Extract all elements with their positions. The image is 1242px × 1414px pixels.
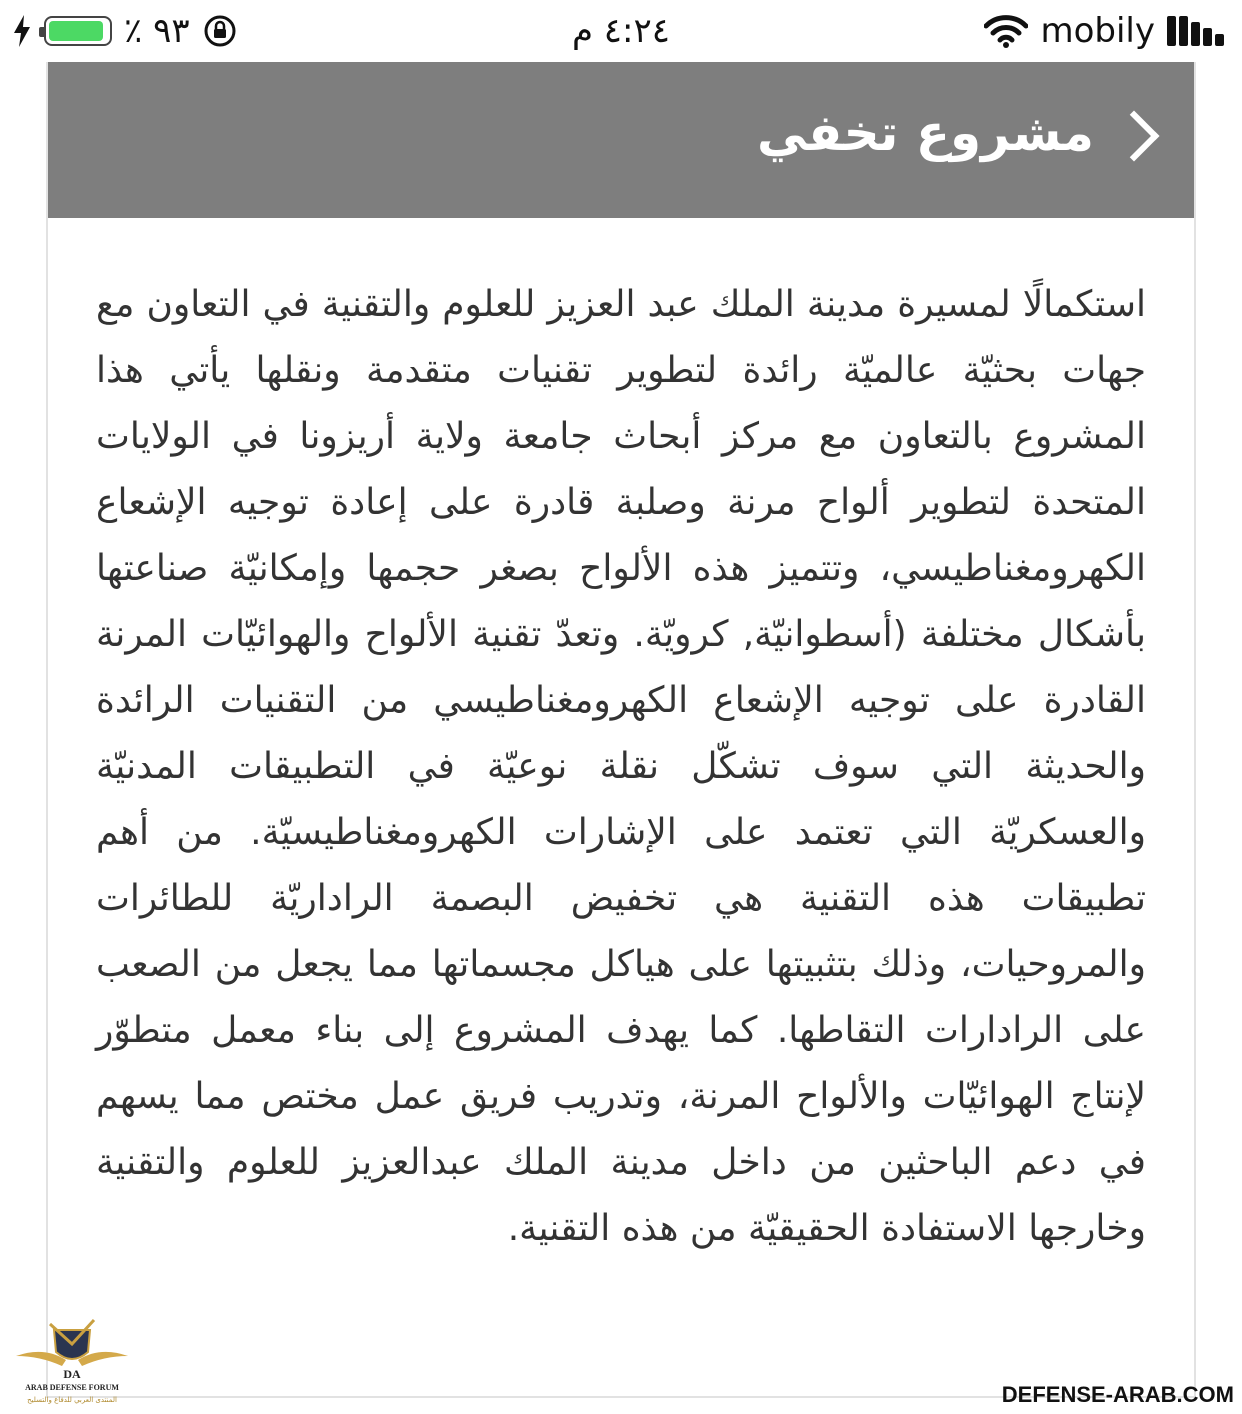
article-title: مشروع تخفي bbox=[757, 104, 1094, 162]
signal-bars-icon bbox=[1167, 16, 1224, 46]
status-time: ٤:٢٤ م bbox=[571, 11, 671, 51]
logo-arabic: المنتدى العربي للدفاع والتسليح bbox=[27, 1396, 117, 1404]
battery-percent: ٪ ٩٣ bbox=[124, 11, 190, 51]
wifi-icon bbox=[984, 14, 1028, 48]
signal-bar bbox=[1215, 34, 1224, 46]
article-body: استكمالًا لمسيرة مدينة الملك عبد العزيز للعلوم والتقنية في التعاون مع جهات بحثيّة عالميّة رائدة لتطوير تقنيات متقدمة ونقلها يأتي هذا المشروع بالتعاون مع مركز أبحاث جامعة ولاية أريزونا في الولايات المتحدة لتطوير ألواح مرنة وصلبة قادرة على إعادة توجيه الإشعاع الكهرومغناطيسي، وتتميز هذه الألواح بصغر حجمها وإمكانيّة صناعتها بأشكال مختلفة (أسطوانيّة, كرويّة. وتعدّ تقنية الألواح والهوائيّات المرنة القادرة على توجيه الإشعاع الكهرومغناطيسي من التقنيات الرائدة والحديثة التي سوف تشكّل نقلة نوعيّة في التطبيقات المدنيّة والعسكريّة التي تعتمد على الإشارات الكهرومغناطيسيّة. من أهم تطبيقات هذه التقنية هي تخفيض البصمة الراداريّة للطائرات والمروحيات، وذلك بتثبيتها على هياكل مجسماتها مما يجعل من الصعب على الرادارات التقاطها. كما يهدف المشروع إلى بناء معمل متطوّر لإنتاج الهوائيّات والألواح المرنة، وتدريب فريق عمل مختص مما يسهم في دعم الباحثين من داخل مدينة الملك عبدالعزيز للعلوم والتقنية وخارجها الاستفادة الحقيقيّة من هذه التقنية. bbox=[96, 284, 1146, 1249]
signal-bar bbox=[1179, 16, 1188, 46]
logo-initials: DA bbox=[63, 1367, 81, 1381]
chevron-right-icon[interactable] bbox=[1109, 111, 1160, 162]
site-watermark: DEFENSE-ARAB.COM bbox=[1001, 1382, 1234, 1407]
logo-name: ARAB DEFENSE FORUM bbox=[25, 1383, 119, 1392]
signal-bar bbox=[1203, 28, 1212, 46]
signal-bar bbox=[1191, 22, 1200, 46]
forum-logo bbox=[14, 1316, 130, 1406]
status-right bbox=[984, 8, 1224, 54]
status-bar bbox=[0, 0, 1242, 62]
article-header bbox=[48, 62, 1194, 218]
signal-bar bbox=[1167, 16, 1176, 46]
carrier-name: mobily bbox=[1040, 11, 1155, 51]
article-card bbox=[46, 62, 1196, 1398]
